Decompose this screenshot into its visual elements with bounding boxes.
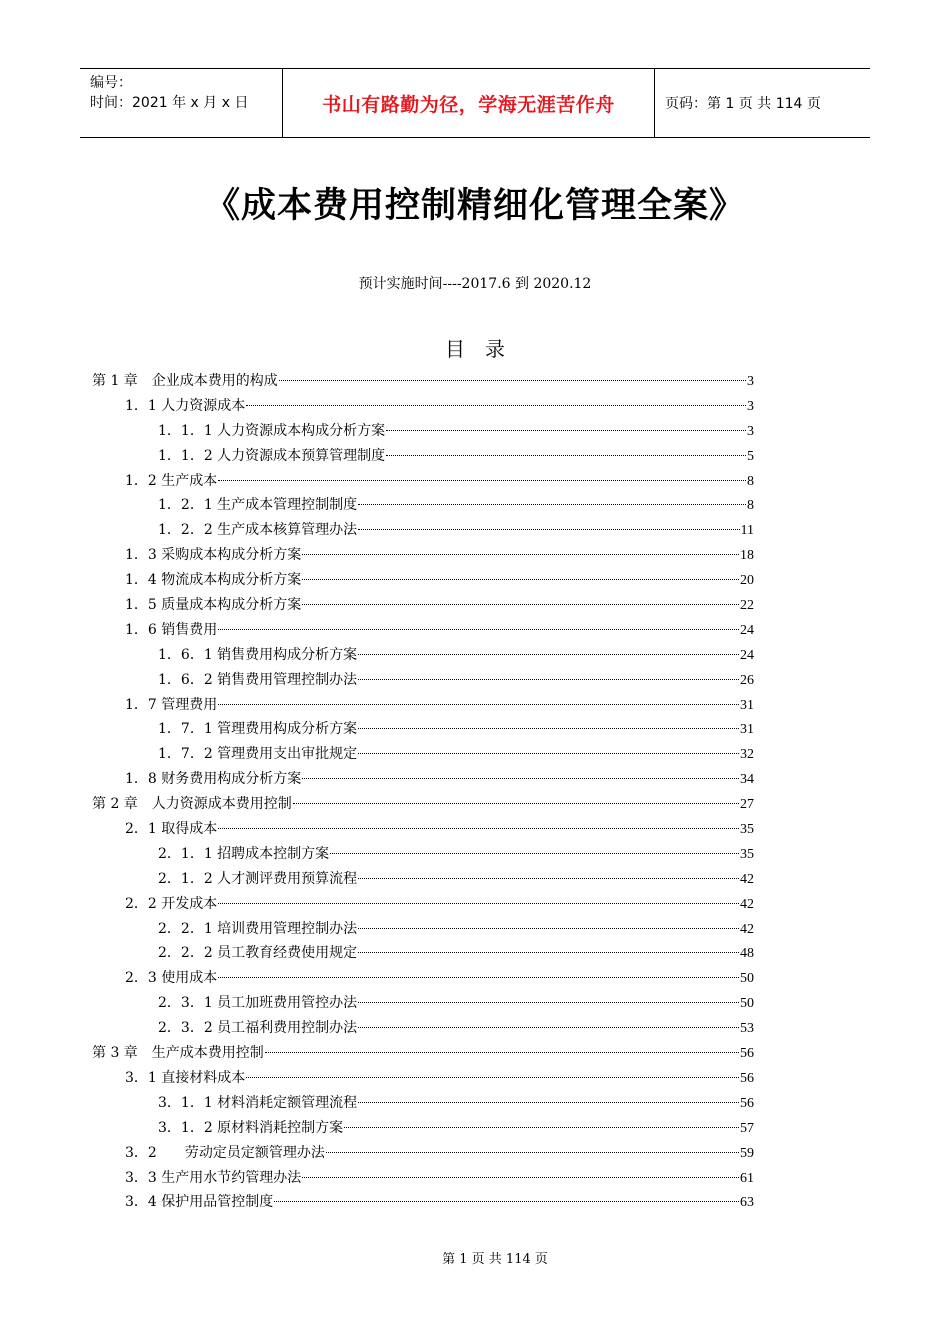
toc-entry-label: 2．1 取得成本 [125, 821, 218, 838]
toc-leader-dots [218, 628, 739, 630]
toc-entry-label: 1．4 物流成本构成分析方案 [125, 572, 302, 589]
toc-entry[interactable] [92, 694, 754, 719]
toc-entry-page: 3 [747, 398, 754, 414]
toc-leader-dots [358, 503, 746, 505]
toc-entry-label: 第 3 章 生产成本费用控制 [92, 1045, 264, 1062]
toc-leader-dots [358, 1001, 739, 1003]
toc-entry[interactable] [92, 494, 754, 519]
toc-entry-page: 8 [747, 473, 754, 489]
toc-entry[interactable] [92, 1042, 754, 1067]
toc-leader-dots [358, 927, 739, 929]
toc-leader-dots [302, 777, 739, 779]
toc-entry[interactable] [92, 1142, 754, 1167]
document-subtitle: 预计实施时间----2017.6 到 2020.12 [358, 276, 592, 292]
toc-entry[interactable] [92, 768, 754, 793]
toc-entry-label: 3．4 保护用品管控制度 [125, 1194, 274, 1211]
toc-leader-dots [218, 902, 739, 904]
toc-entry-page: 53 [740, 1021, 754, 1037]
toc-entry-page: 56 [740, 1095, 754, 1111]
toc-leader-dots [302, 1176, 739, 1178]
toc-entry[interactable] [92, 594, 754, 619]
toc-entry-page: 42 [740, 871, 754, 887]
toc-entry-page: 32 [740, 747, 754, 763]
toc-leader-dots [265, 1051, 739, 1053]
toc-entry-page: 3 [747, 374, 754, 389]
document-title: 《成本费用控制精细化管理全案》 [204, 186, 745, 226]
toc-leader-dots [302, 553, 739, 555]
toc-entry-label: 2．1．2 人才测评费用预算流程 [158, 870, 358, 887]
toc-entry-label: 2．1．1 招聘成本控制方案 [158, 845, 330, 862]
toc-entry-page: 5 [747, 448, 754, 464]
toc-leader-dots [358, 653, 739, 655]
toc-entry-label: 第 2 章 人力资源成本费用控制 [92, 796, 292, 813]
toc-entry-page: 59 [740, 1145, 754, 1161]
toc-entry-label: 2．3．1 员工加班费用管控办法 [158, 995, 358, 1012]
toc-entry-page: 24 [740, 622, 754, 638]
toc-entry-page: 48 [740, 946, 754, 962]
toc-entry-page: 18 [740, 548, 754, 564]
toc-entry[interactable] [92, 1117, 754, 1142]
toc-entry-label: 1．6．2 销售费用管理控制办法 [158, 671, 358, 688]
toc-leader-dots [358, 678, 739, 680]
toc-leader-dots [344, 1126, 739, 1128]
toc-entry-label: 2．3．2 员工福利费用控制办法 [158, 1020, 358, 1037]
toc-leader-dots [218, 703, 739, 705]
toc-entry[interactable] [92, 793, 754, 818]
toc-entry[interactable] [92, 1167, 754, 1192]
toc-entry-label: 3．1．1 材料消耗定额管理流程 [158, 1094, 358, 1111]
toc-entry-label: 1．1．1 人力资源成本构成分析方案 [158, 422, 386, 439]
toc-entry-page: 63 [740, 1195, 754, 1211]
toc-entry-label: 2．2．2 员工教育经费使用规定 [158, 945, 358, 962]
toc-leader-dots [326, 1151, 739, 1153]
toc-leader-dots [246, 1076, 739, 1078]
toc-entry[interactable] [92, 569, 754, 594]
toc-entry[interactable] [92, 942, 754, 967]
toc-leader-dots [302, 578, 739, 580]
toc-entry-label: 2．2 开发成本 [125, 895, 218, 912]
toc-entry[interactable] [92, 868, 754, 893]
document-header [80, 68, 870, 138]
toc-entry-label: 3．1．2 原材料消耗控制方案 [158, 1119, 344, 1136]
toc-entry-page: 42 [740, 921, 754, 937]
toc-entry-label: 1．3 采购成本构成分析方案 [125, 547, 302, 564]
toc-leader-dots [386, 429, 746, 431]
toc-entry-label: 3．1 直接材料成本 [125, 1069, 246, 1086]
toc-entry-page: 61 [740, 1170, 754, 1186]
toc-entry-label: 第 1 章 企业成本费用的构成 [92, 373, 278, 389]
toc-entry[interactable] [92, 1191, 754, 1216]
toc-entry-label: 1．1．2 人力资源成本预算管理制度 [158, 447, 386, 464]
toc-entry-label: 1．7．1 管理费用构成分析方案 [158, 721, 358, 738]
toc-entry-label: 1．5 质量成本构成分析方案 [125, 597, 302, 614]
toc-leader-dots [358, 528, 739, 530]
toc-entry-page: 56 [740, 1070, 754, 1086]
toc-entry-page: 31 [740, 697, 754, 713]
toc-entry[interactable] [92, 619, 754, 644]
toc-entry[interactable] [92, 1092, 754, 1117]
toc-entry[interactable] [92, 370, 754, 395]
toc-leader-dots [358, 877, 739, 879]
toc-leader-dots [386, 454, 746, 456]
toc-entry-page: 3 [747, 423, 754, 439]
header-page-info: 页码：第 1 页 共 114 页 [665, 96, 821, 112]
toc-entry[interactable] [92, 918, 754, 943]
toc-entry-label: 1．7 管理费用 [125, 696, 218, 713]
toc-entry[interactable] [92, 445, 754, 470]
page-footer: 第 1 页 共 114 页 [442, 1252, 548, 1267]
toc-entry[interactable] [92, 818, 754, 843]
toc-entry-label: 3．3 生产用水节约管理办法 [125, 1169, 302, 1186]
toc-entry[interactable] [92, 420, 754, 445]
toc-entry-page: 42 [740, 896, 754, 912]
toc-entry[interactable] [92, 967, 754, 992]
toc-entry-page: 31 [740, 722, 754, 738]
toc-entry-page: 35 [740, 822, 754, 838]
toc-entry[interactable] [92, 992, 754, 1017]
toc-entry-page: 20 [740, 573, 754, 589]
toc-heading: 目 录 [445, 337, 505, 361]
toc-leader-dots [358, 1026, 739, 1028]
toc-leader-dots [358, 727, 739, 729]
toc-leader-dots [218, 827, 739, 829]
toc-entry-page: 11 [740, 523, 754, 539]
toc-entry-page: 27 [740, 797, 754, 813]
toc-entry-page: 50 [740, 996, 754, 1012]
toc-entry-label: 1．1 人力资源成本 [125, 397, 246, 414]
toc-entry-label: 1．7．2 管理费用支出审批规定 [158, 746, 358, 763]
toc-entry[interactable] [92, 669, 754, 694]
toc-entry-page: 35 [740, 846, 754, 862]
toc-entry[interactable] [92, 644, 754, 669]
toc-entry-page: 34 [740, 772, 754, 788]
toc-entry[interactable] [92, 893, 754, 918]
toc-leader-dots [358, 1101, 739, 1103]
date-line: 时间：2021 年 x 月 x 日 [90, 95, 249, 111]
toc-entry[interactable] [92, 843, 754, 868]
table-of-contents [92, 370, 754, 1216]
toc-entry-page: 22 [740, 598, 754, 614]
toc-entry[interactable] [92, 743, 754, 768]
toc-entry-label: 2．2．1 培训费用管理控制办法 [158, 920, 358, 937]
toc-leader-dots [330, 852, 739, 854]
toc-leader-dots [279, 379, 746, 381]
toc-leader-dots [274, 1200, 739, 1202]
toc-entry[interactable] [92, 1017, 754, 1042]
toc-entry-label: 1．8 财务费用构成分析方案 [125, 771, 302, 788]
toc-entry[interactable] [92, 1067, 754, 1092]
toc-entry-page: 26 [740, 672, 754, 688]
toc-entry[interactable] [92, 718, 754, 743]
toc-entry[interactable] [92, 544, 754, 569]
toc-entry-label: 3．2 劳动定员定额管理办法 [125, 1144, 325, 1161]
toc-leader-dots [218, 976, 739, 978]
header-motto: 书山有路勤为径，学海无涯苦作舟 [282, 69, 655, 137]
toc-entry-page: 24 [740, 647, 754, 663]
toc-leader-dots [293, 802, 739, 804]
toc-leader-dots [302, 603, 739, 605]
toc-leader-dots [358, 752, 739, 754]
toc-entry-page: 56 [740, 1046, 754, 1062]
code-label: 编号： [90, 75, 132, 91]
toc-leader-dots [218, 479, 746, 481]
toc-leader-dots [246, 404, 746, 406]
toc-entry-page: 57 [740, 1120, 754, 1136]
toc-entry[interactable] [92, 395, 754, 420]
toc-entry-label: 1．2 生产成本 [125, 472, 218, 489]
toc-leader-dots [358, 951, 739, 953]
toc-entry-label: 1．6 销售费用 [125, 621, 218, 638]
toc-entry-label: 2．3 使用成本 [125, 970, 218, 987]
toc-entry[interactable] [92, 470, 754, 495]
toc-entry-page: 8 [747, 498, 754, 514]
header-meta-cell [80, 69, 282, 137]
toc-entry[interactable] [92, 519, 754, 544]
toc-entry-label: 1．6．1 销售费用构成分析方案 [158, 646, 358, 663]
toc-entry-label: 1．2．2 生产成本核算管理办法 [158, 522, 358, 539]
toc-entry-page: 50 [740, 971, 754, 987]
toc-entry-label: 1．2．1 生产成本管理控制制度 [158, 497, 358, 514]
